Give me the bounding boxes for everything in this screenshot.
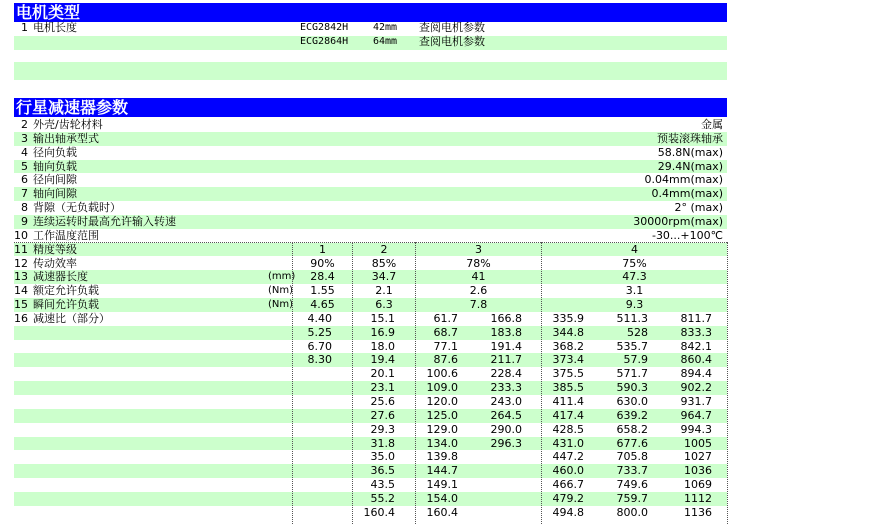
row-value: 2° (max) (674, 201, 723, 215)
ratio-value: 705.8 (616, 450, 648, 464)
row-label: 电机长度 (33, 21, 77, 34)
grade-1-value: 1 (319, 242, 326, 256)
ratio-value: 77.1 (433, 339, 458, 353)
ratio-value: 109.0 (426, 381, 458, 395)
ratio-value: 528 (627, 325, 648, 339)
ratio-value: 5.25 (307, 325, 332, 339)
ratio-value: 800.0 (616, 505, 648, 519)
ratio-value: 68.7 (433, 325, 458, 339)
row-value: 58.8N(max) (657, 145, 723, 159)
ratio-value: 411.4 (552, 395, 584, 408)
ratio-value: 15.1 (370, 311, 395, 325)
row-value: 预装滚珠轴承 (657, 131, 723, 145)
row-label: 工作温度范围 (33, 228, 99, 242)
ratio-value: 368.2 (552, 339, 584, 353)
ratio-value: 35.0 (370, 450, 395, 464)
row-label: 径向间隙 (33, 173, 77, 187)
motor-params-link[interactable]: 查阅电机参数 (419, 35, 485, 48)
row-value: -30...+100℃ (651, 228, 723, 242)
ratio-value: 535.7 (616, 339, 648, 353)
row-number: 12 (14, 256, 28, 270)
ratio-value: 120.0 (426, 395, 458, 408)
ratio-value: 29.3 (370, 422, 395, 436)
ratio-value: 417.4 (552, 408, 584, 422)
row-number: 9 (21, 214, 28, 228)
grid-line (292, 242, 293, 524)
ratio-value: 964.7 (680, 408, 712, 422)
motor-params-link[interactable]: 查阅电机参数 (419, 21, 485, 34)
ratio-value: 154.0 (426, 491, 458, 505)
ratio-value: 630.0 (616, 395, 648, 408)
row-unit: (mm) (268, 271, 296, 283)
ratio-value: 125.0 (426, 408, 458, 422)
motor-length: 64mm (373, 36, 398, 47)
row-label: 减速器长度 (33, 270, 88, 284)
grade-1-value: 90% (310, 256, 335, 270)
row-label: 传动效率 (33, 256, 77, 270)
motor-length: 42mm (373, 22, 398, 33)
ratio-value: 460.0 (552, 464, 584, 478)
motor-model: ECG2842H (300, 22, 349, 33)
ratio-value: 160.4 (426, 505, 458, 519)
ratio-value: 8.30 (307, 353, 332, 367)
row-number: 6 (21, 173, 28, 187)
ratio-value: 1136 (684, 505, 712, 519)
row-number: 13 (14, 270, 28, 284)
grade-2-value: 85% (371, 256, 397, 270)
ratio-value: 1027 (684, 450, 712, 464)
ratio-value: 759.7 (616, 491, 648, 505)
grade-3-value: 3 (475, 242, 482, 256)
section-title-gearbox-params: 行星减速器参数 (14, 98, 727, 117)
ratio-value: 375.5 (552, 367, 584, 381)
row-label: 减速比（部分） (33, 311, 110, 325)
ratio-value: 20.1 (370, 367, 395, 381)
ratio-value: 19.4 (370, 353, 395, 367)
ratio-value: 749.6 (616, 478, 648, 492)
grade-2-value: 2 (380, 242, 388, 256)
ratio-value: 1069 (684, 478, 712, 492)
grade-3-value: 41 (471, 270, 486, 284)
ratio-value: 134.0 (426, 436, 458, 450)
row-number: 1 (21, 21, 28, 34)
ratio-value: 833.3 (680, 325, 712, 339)
ratio-value: 494.8 (552, 505, 584, 519)
row-number: 4 (21, 145, 28, 159)
row-number: 14 (14, 284, 28, 298)
ratio-value: 36.5 (370, 464, 395, 478)
grade-1-value: 28.4 (310, 270, 335, 284)
grade-2-value: 34.7 (371, 270, 397, 284)
ratio-value: 43.5 (370, 478, 395, 492)
ratio-value: 243.0 (490, 395, 522, 408)
row-number: 15 (14, 298, 28, 311)
row-value: 金属 (701, 118, 723, 131)
row-value: 29.4N(max) (657, 159, 723, 173)
ratio-value: 1036 (684, 464, 712, 478)
grade-1-value: 1.55 (310, 284, 335, 298)
ratio-value: 61.7 (433, 311, 458, 325)
ratio-value: 902.2 (680, 381, 712, 395)
section-title-motor-type: 电机类型 (14, 3, 727, 22)
row-unit: (Nm) (268, 285, 294, 297)
row-number: 2 (21, 118, 28, 131)
ratio-value: 228.4 (490, 367, 522, 381)
ratio-value: 129.0 (426, 422, 458, 436)
ratio-value: 27.6 (370, 408, 395, 422)
grade-2-value: 6.3 (375, 298, 393, 311)
grade-4-value: 9.3 (625, 298, 644, 311)
grade-2-value: 2.1 (375, 284, 393, 298)
grade-3-value: 2.6 (469, 284, 488, 298)
ratio-value: 994.3 (680, 422, 712, 436)
row-band (14, 62, 727, 80)
motor-model: ECG2864H (300, 36, 349, 47)
row-number: 8 (21, 201, 28, 215)
row-value: 0.04mm(max) (644, 173, 723, 187)
ratio-value: 1005 (684, 436, 712, 450)
grade-4-value: 4 (631, 242, 638, 256)
ratio-value: 166.8 (490, 311, 522, 325)
grid-line (14, 242, 727, 243)
row-label: 背隙（无负载时） (33, 201, 121, 215)
ratio-value: 100.6 (426, 367, 458, 381)
ratio-value: 6.70 (307, 339, 332, 353)
ratio-value: 479.2 (552, 491, 584, 505)
ratio-value: 16.9 (370, 325, 395, 339)
row-label: 精度等级 (33, 242, 77, 256)
ratio-value: 590.3 (616, 381, 648, 395)
ratio-value: 57.9 (623, 353, 648, 367)
row-label: 连续运转时最高允许输入转速 (33, 214, 176, 228)
ratio-value: 4.40 (307, 311, 332, 325)
row-label: 输出轴承型式 (33, 131, 99, 145)
ratio-value: 290.0 (490, 422, 522, 436)
ratio-value: 842.1 (680, 339, 712, 353)
ratio-value: 55.2 (370, 491, 395, 505)
ratio-value: 733.7 (616, 464, 648, 478)
grade-3-value: 7.8 (469, 298, 488, 311)
row-label: 外壳/齿轮材料 (33, 118, 103, 131)
ratio-value: 658.2 (616, 422, 648, 436)
ratio-value: 373.4 (552, 353, 584, 367)
row-band (14, 36, 727, 50)
row-unit: (Nm) (268, 299, 294, 310)
ratio-value: 894.4 (680, 367, 712, 381)
ratio-value: 183.8 (490, 325, 522, 339)
ratio-value: 335.9 (552, 311, 584, 325)
row-value: 30000rpm(max) (633, 214, 723, 228)
ratio-value: 18.0 (370, 339, 395, 353)
row-label: 轴向间隙 (33, 187, 77, 201)
row-label: 瞬间允许负载 (33, 298, 99, 311)
ratio-value: 139.8 (426, 450, 458, 464)
ratio-value: 511.3 (616, 311, 648, 325)
ratio-value: 296.3 (490, 436, 522, 450)
ratio-value: 466.7 (552, 478, 584, 492)
ratio-value: 191.4 (490, 339, 522, 353)
ratio-value: 149.1 (426, 478, 458, 492)
ratio-value: 344.8 (552, 325, 584, 339)
row-number: 5 (21, 159, 28, 173)
ratio-value: 233.3 (490, 381, 522, 395)
grade-3-value: 78% (466, 256, 491, 270)
row-value: 0.4mm(max) (651, 187, 723, 201)
row-number: 16 (14, 311, 28, 325)
ratio-value: 23.1 (370, 381, 395, 395)
ratio-value: 31.8 (370, 436, 395, 450)
row-label: 额定允许负载 (33, 284, 99, 298)
grade-4-value: 47.3 (622, 270, 647, 284)
row-label: 径向负载 (33, 145, 77, 159)
ratio-value: 264.5 (490, 408, 522, 422)
ratio-value: 860.4 (680, 353, 712, 367)
ratio-value: 25.6 (370, 395, 395, 408)
ratio-value: 677.6 (616, 436, 648, 450)
ratio-value: 571.7 (616, 367, 648, 381)
grade-4-value: 75% (622, 256, 647, 270)
ratio-value: 639.2 (616, 408, 648, 422)
grid-line (727, 242, 728, 524)
ratio-value: 385.5 (552, 381, 584, 395)
ratio-value: 160.4 (363, 505, 395, 519)
ratio-value: 931.7 (680, 395, 712, 408)
ratio-value: 211.7 (490, 353, 522, 367)
row-number: 10 (14, 228, 28, 242)
ratio-value: 87.6 (433, 353, 458, 367)
ratio-value: 1112 (684, 491, 712, 505)
row-number: 7 (21, 187, 28, 201)
ratio-value: 447.2 (552, 450, 584, 464)
ratio-value: 431.0 (552, 436, 584, 450)
grade-1-value: 4.65 (310, 298, 335, 311)
row-number: 3 (21, 131, 28, 145)
row-number: 11 (14, 242, 28, 256)
grade-4-value: 3.1 (625, 284, 644, 298)
ratio-value: 811.7 (680, 311, 712, 325)
ratio-value: 144.7 (426, 464, 458, 478)
row-label: 轴向负载 (33, 159, 77, 173)
ratio-value: 428.5 (552, 422, 584, 436)
